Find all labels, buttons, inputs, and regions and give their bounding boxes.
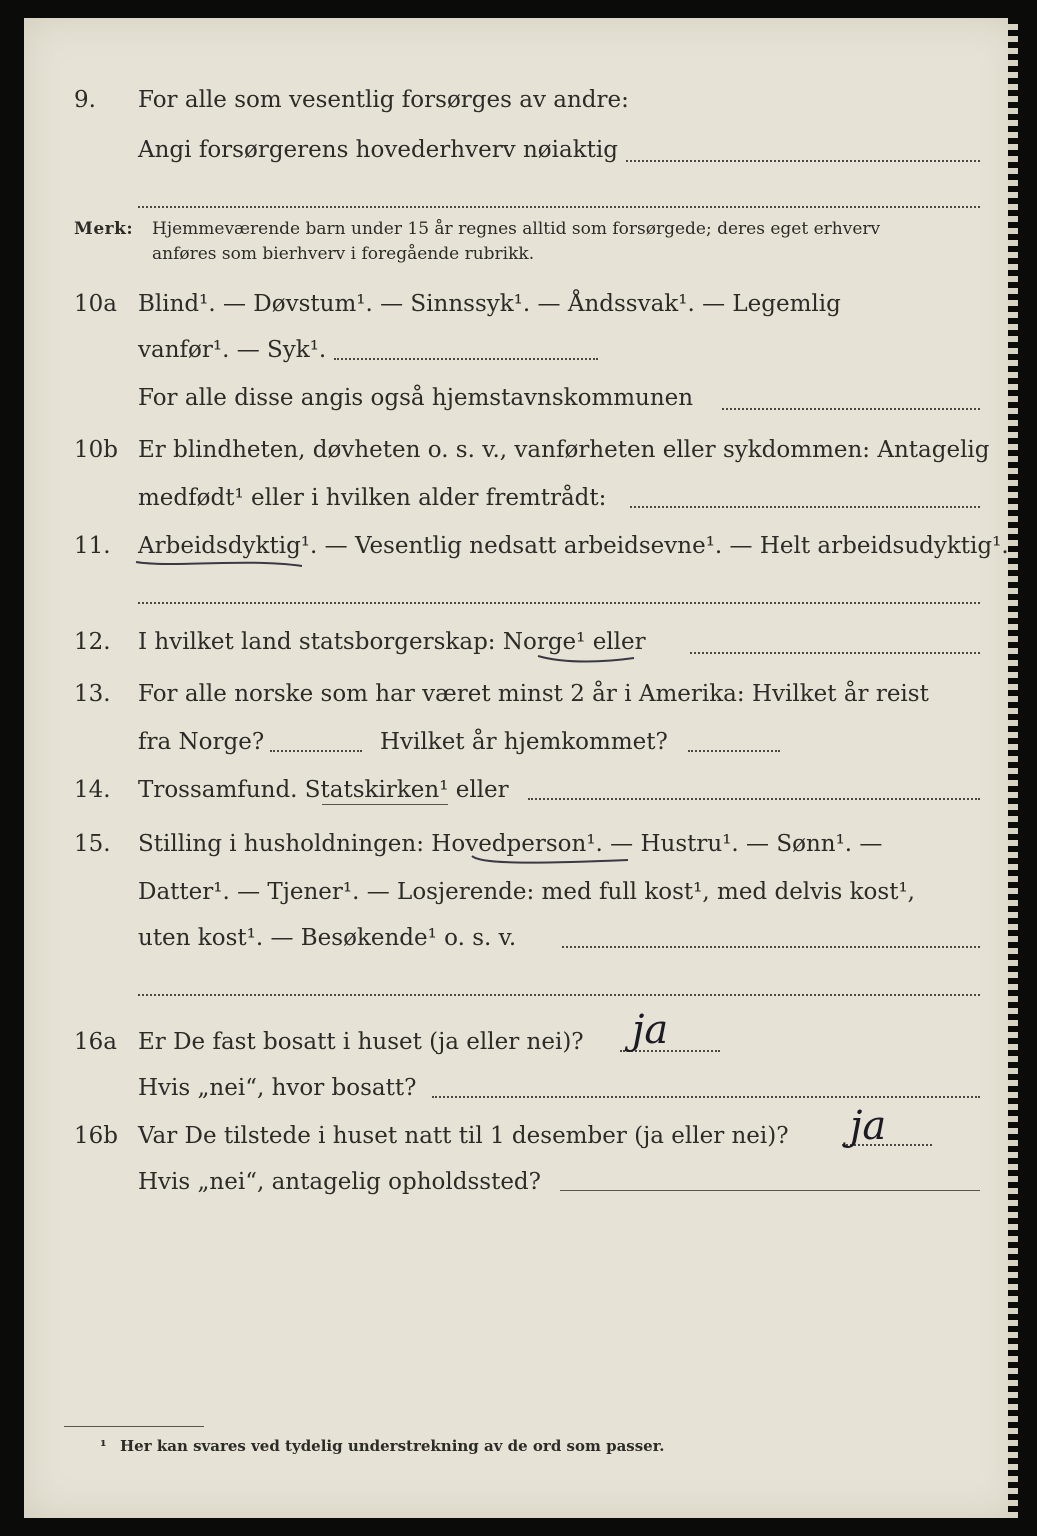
q14-text1: Trossamfund. Statskirken¹ eller bbox=[138, 777, 509, 803]
q11-answer-line[interactable] bbox=[138, 602, 980, 604]
q9-number: 9. bbox=[74, 87, 96, 113]
handwritten-underline-norge bbox=[536, 652, 636, 666]
q13-answer-hjemkommet[interactable] bbox=[688, 750, 780, 752]
q15-text3: uten kost¹. — Besøkende¹ o. s. v. bbox=[138, 925, 517, 951]
q15-number: 15. bbox=[74, 831, 111, 857]
form-page bbox=[24, 18, 1018, 1518]
q16a-text1: Er De fast bosatt i huset (ja eller nei)? bbox=[138, 1029, 584, 1055]
q9-answer-line[interactable] bbox=[626, 160, 980, 162]
q13-number: 13. bbox=[74, 681, 111, 707]
q13-text3: Hvilket år hjemkommet? bbox=[380, 729, 668, 755]
q12-answer-line[interactable] bbox=[690, 652, 980, 654]
q12-number: 12. bbox=[74, 629, 111, 655]
footnote-mark: ¹ bbox=[100, 1437, 107, 1455]
q16a-handwritten-answer: ja bbox=[632, 1007, 669, 1053]
q11-text1: Arbeidsdyktig¹. — Vesentlig nedsatt arbeidsevne¹. — Helt arbeidsudyktig¹. bbox=[138, 533, 1009, 559]
q10a-text3: For alle disse angis også hjemstavnskommunen bbox=[138, 385, 694, 411]
q10b-text1: Er blindheten, døvheten o. s. v., vanførheten eller sykdommen: Antagelig bbox=[138, 437, 990, 463]
q10b-answer-line[interactable] bbox=[630, 506, 980, 508]
handwritten-underline-hovedperson bbox=[470, 854, 630, 868]
q11-number: 11. bbox=[74, 533, 111, 559]
q10b-text2: medfødt¹ eller i hvilken alder fremtrådt: bbox=[138, 485, 607, 511]
q15-answer-line2[interactable] bbox=[138, 994, 980, 996]
q13-text2: fra Norge? bbox=[138, 729, 265, 755]
merk-text2: anføres som bierhverv i foregående rubrikk. bbox=[152, 244, 535, 264]
q9-text2: Angi forsørgerens hovederhverv nøiaktig bbox=[138, 137, 618, 163]
q16b-text2: Hvis „nei“, antagelig opholdssted? bbox=[138, 1169, 541, 1195]
q16a-number: 16a bbox=[74, 1029, 117, 1055]
q16a-answer-line2[interactable] bbox=[432, 1096, 980, 1098]
q14-number: 14. bbox=[74, 777, 111, 803]
q10a-number: 10a bbox=[74, 291, 117, 317]
q10a-answer-line[interactable] bbox=[334, 358, 598, 360]
footnote-text: Her kan svares ved tydelig understrekning av de ord som passer. bbox=[120, 1437, 665, 1455]
merk-label: Merk: bbox=[74, 219, 134, 239]
merk-text1: Hjemmeværende barn under 15 år regnes alltid som forsørgede; deres eget erhverv bbox=[152, 219, 881, 239]
q15-answer-line[interactable] bbox=[562, 946, 980, 948]
q12-text1: I hvilket land statsborgerskap: Norge¹ eller bbox=[138, 629, 646, 655]
q9-text1: For alle som vesentlig forsørges av andre: bbox=[138, 87, 629, 113]
q16b-text1: Var De tilstede i huset natt til 1 desember (ja eller nei)? bbox=[138, 1123, 789, 1149]
q10a-text2: vanfør¹. — Syk¹. bbox=[138, 337, 327, 363]
q16b-number: 16b bbox=[74, 1123, 118, 1149]
q13-answer-reist[interactable] bbox=[270, 750, 362, 752]
q14-answer-line[interactable] bbox=[528, 798, 980, 800]
q9-answer-line2[interactable] bbox=[138, 206, 980, 208]
q10a-answer-line2[interactable] bbox=[722, 408, 980, 410]
q16b-handwritten-answer: ja bbox=[850, 1103, 887, 1149]
perforated-edge bbox=[1008, 18, 1018, 1518]
handwritten-underline-arbeidsdyktig bbox=[134, 556, 304, 570]
q10a-text1: Blind¹. — Døvstum¹. — Sinnssyk¹. — Åndssvak¹. — Legemlig bbox=[138, 291, 841, 317]
handwritten-underline-statskirken bbox=[322, 804, 448, 805]
q10b-number: 10b bbox=[74, 437, 118, 463]
q15-text1: Stilling i husholdningen: Hovedperson¹. — Hustru¹. — Sønn¹. — bbox=[138, 831, 883, 857]
footnote-divider bbox=[64, 1426, 204, 1427]
q16b-answer-line2[interactable] bbox=[560, 1190, 980, 1191]
q16a-text2: Hvis „nei“, hvor bosatt? bbox=[138, 1075, 417, 1101]
q13-text1: For alle norske som har været minst 2 år i Amerika: Hvilket år reist bbox=[138, 681, 929, 707]
q15-text2: Datter¹. — Tjener¹. — Losjerende: med full kost¹, med delvis kost¹, bbox=[138, 879, 915, 905]
